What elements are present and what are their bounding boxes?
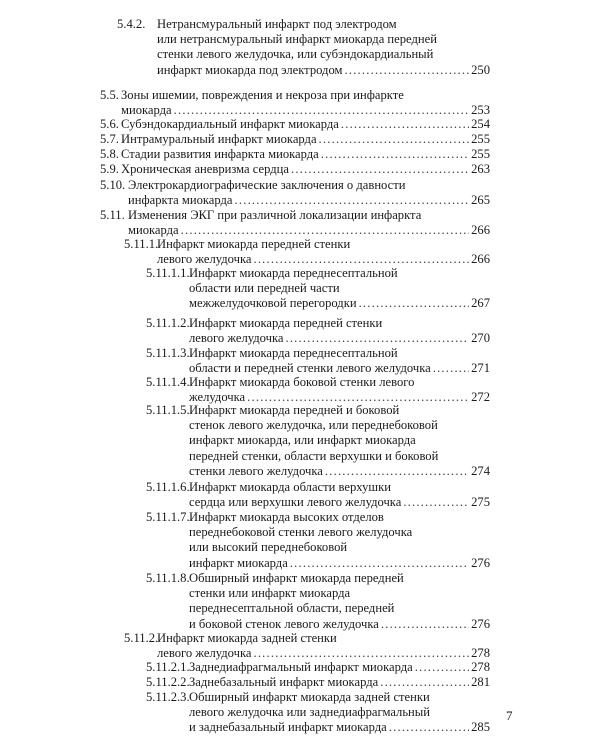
toc-entry-page: 267 bbox=[471, 296, 490, 311]
toc-entry-text: инфаркт миокарда под электродом bbox=[157, 62, 343, 77]
toc-entry-number: 5.10. bbox=[100, 178, 126, 192]
toc-entry-number: 5.11.2. bbox=[124, 631, 159, 645]
toc-entry-page: 263 bbox=[471, 162, 490, 176]
toc-entry-text: Инфаркт миокарда переднесептальной bbox=[189, 266, 398, 280]
toc-entry-text: Инфаркт миокарда переднесептальной bbox=[189, 346, 398, 360]
toc-entry-text: Инфаркт миокарда высоких отделов bbox=[189, 510, 384, 524]
toc-entry-page: 255 bbox=[471, 132, 490, 146]
toc-entry bbox=[100, 178, 490, 210]
leader-dots bbox=[285, 331, 469, 346]
toc-entry-text: или высокий переднебоковой bbox=[189, 540, 348, 555]
toc-entry-text: Хроническая аневризма сердца bbox=[121, 162, 289, 176]
toc-entry-text: Обширный инфаркт миокарда передней bbox=[189, 571, 404, 585]
toc-entry-text: Зоны ишемии, повреждения и некроза при инфаркте bbox=[121, 88, 404, 102]
toc-entry-text: и боковой стенок левого желудочка bbox=[189, 616, 379, 631]
toc-entry-text: Электрокардиографические заключения о давности bbox=[128, 178, 406, 192]
toc-entry-text: левого желудочка bbox=[189, 331, 284, 346]
toc-entry-text: стенки левого желудочка bbox=[189, 463, 323, 478]
toc-entry-page: 270 bbox=[471, 331, 490, 346]
leader-dots bbox=[321, 147, 469, 162]
leader-dots bbox=[345, 63, 470, 78]
toc-entry-page: 272 bbox=[471, 390, 490, 405]
toc-entry bbox=[100, 88, 490, 120]
toc-entry bbox=[100, 147, 490, 163]
toc-entry bbox=[146, 480, 490, 512]
leader-dots bbox=[235, 193, 470, 208]
toc-entry-text: Инфаркт миокарда задней стенки bbox=[157, 631, 337, 645]
toc-entry bbox=[100, 132, 490, 148]
toc-entry-text: Инфаркт миокарда передней и боковой bbox=[189, 403, 400, 417]
toc-entry-page: 285 bbox=[471, 720, 490, 735]
toc-entry-number: 5.11.1.6. bbox=[146, 480, 190, 494]
toc-entry-text: левого желудочка или заднедиафрагмальный bbox=[189, 705, 431, 720]
toc-entry bbox=[100, 117, 490, 133]
toc-entry-number: 5.9. bbox=[100, 162, 119, 176]
toc-entry-number: 5.11.1.8. bbox=[146, 571, 190, 585]
leader-dots bbox=[403, 495, 469, 510]
toc-entry-text: миокарда bbox=[128, 223, 179, 238]
leader-dots bbox=[359, 296, 470, 311]
toc-entry bbox=[146, 266, 490, 314]
toc-entry bbox=[100, 162, 490, 178]
toc-entry-number: 5.11.2.2. bbox=[146, 675, 190, 689]
toc-entry-page: 275 bbox=[471, 495, 490, 510]
toc-entry-number: 5.11.2.1. bbox=[146, 660, 190, 674]
toc-entry-text: инфаркт миокарда, или инфаркт миокарда bbox=[189, 433, 416, 448]
toc-entry-text: сердца или верхушки левого желудочка bbox=[189, 495, 402, 510]
toc-entry-number: 5.11.1. bbox=[124, 237, 159, 251]
leader-dots bbox=[341, 117, 469, 132]
leader-dots bbox=[389, 720, 469, 735]
toc-entry-number: 5.11.1.7. bbox=[146, 510, 190, 524]
toc-entry-text: межжелудочковой перегородки bbox=[189, 296, 357, 311]
toc-entry-number: 5.11.1.3. bbox=[146, 346, 190, 360]
toc-entry bbox=[146, 690, 490, 738]
toc-entry-page: 254 bbox=[471, 117, 490, 131]
toc-entry bbox=[146, 316, 490, 348]
toc-entry-text: или нетрансмуральный инфаркт миокарда передней bbox=[157, 32, 437, 47]
toc-entry-page: 266 bbox=[471, 252, 490, 267]
toc-entry bbox=[124, 631, 490, 663]
toc-entry-page: 276 bbox=[471, 555, 490, 570]
toc-entry-page: 265 bbox=[471, 193, 490, 208]
leader-dots bbox=[290, 556, 469, 571]
toc-entry-text: передней стенки, области верхушки и боковой bbox=[189, 448, 439, 463]
toc-entry-text: Инфаркт миокарда передней стенки bbox=[189, 316, 383, 330]
toc-entry bbox=[146, 346, 490, 378]
toc-entry-page: 250 bbox=[471, 62, 490, 77]
toc-entry-text: Субэндокардиальный инфаркт миокарда bbox=[121, 117, 339, 131]
toc-entry-text: левого желудочка bbox=[157, 646, 252, 661]
toc-entry-number: 5.11. bbox=[100, 208, 125, 222]
toc-entry-page: 276 bbox=[471, 616, 490, 631]
toc-entry-text: левого желудочка bbox=[157, 252, 252, 267]
toc-entry-number: 5.11.2.3. bbox=[146, 690, 190, 704]
toc-entry-text: инфаркта миокарда bbox=[128, 193, 233, 208]
toc-entry-number: 5.6. bbox=[100, 117, 119, 131]
toc-entry-text: Стадии развития инфаркта миокарда bbox=[121, 147, 319, 161]
toc-entry-text: желудочка bbox=[189, 390, 246, 405]
toc-entry-text: Заднедиафрагмальный инфаркт миокарда bbox=[189, 660, 413, 674]
toc-entry-page: 255 bbox=[471, 147, 490, 161]
toc-entry-text: Изменения ЭКГ при различной локализации инфаркта bbox=[128, 208, 422, 222]
toc-entry-number: 5.11.1.5. bbox=[146, 403, 190, 417]
toc-entry-text: Инфаркт миокарда передней стенки bbox=[157, 237, 351, 251]
leader-dots bbox=[380, 675, 469, 690]
leader-dots bbox=[325, 464, 469, 479]
toc-entry-page: 278 bbox=[471, 646, 490, 661]
toc-entry-text: миокарда bbox=[121, 103, 172, 118]
toc-entry-number: 5.8. bbox=[100, 147, 119, 161]
leader-dots bbox=[291, 162, 469, 177]
toc-entry bbox=[146, 660, 490, 676]
toc-entry-text: области и передней стенки левого желудочка bbox=[189, 361, 431, 376]
toc-entry-page: 253 bbox=[471, 103, 490, 118]
toc-entry-text: Инфаркт миокарда области верхушки bbox=[189, 480, 391, 494]
toc-entry bbox=[124, 237, 490, 269]
toc-entry-text: и заднебазальный инфаркт миокарда bbox=[189, 720, 387, 735]
toc-entry-page: 278 bbox=[471, 660, 490, 674]
toc-entry-text: Инфаркт миокарда боковой стенки левого bbox=[189, 375, 415, 389]
toc-entry-text: области или передней части bbox=[189, 281, 340, 296]
toc-entry-text: Обширный инфаркт миокарда задней стенки bbox=[189, 690, 430, 704]
toc-entry bbox=[146, 571, 490, 635]
toc-entry-number: 5.5. bbox=[100, 88, 119, 102]
toc-entry-text: переднесептальной области, передней bbox=[189, 601, 395, 616]
toc-entry-text: Нетрансмуральный инфаркт под электродом bbox=[157, 17, 397, 31]
toc-entry bbox=[100, 208, 490, 240]
toc-entry-text: Интрамуральный инфаркт миокарда bbox=[121, 132, 317, 146]
toc-entry bbox=[117, 17, 490, 81]
toc-entry-number: 5.4.2. bbox=[117, 17, 146, 31]
toc-entry-text: инфаркт миокарда bbox=[189, 555, 288, 570]
toc-entry-number: 5.11.1.2. bbox=[146, 316, 190, 330]
toc-entry bbox=[146, 675, 490, 691]
leader-dots bbox=[415, 660, 469, 675]
toc-entry-text: переднебоковой стенки левого желудочка bbox=[189, 525, 413, 540]
toc-entry-number: 5.7. bbox=[100, 132, 119, 146]
toc-entry-number: 5.11.1.4. bbox=[146, 375, 190, 389]
toc-entry-text: Заднебазальный инфаркт миокарда bbox=[189, 675, 379, 689]
toc-entry-page: 266 bbox=[471, 223, 490, 238]
toc-entry-page: 271 bbox=[471, 361, 490, 376]
toc-entry bbox=[146, 403, 490, 481]
toc-entry-text: стенки левого желудочка, или субэндокардиальный bbox=[157, 47, 434, 62]
toc-entry-number: 5.11.1.1. bbox=[146, 266, 190, 280]
toc-entry-page: 281 bbox=[471, 675, 490, 689]
leader-dots bbox=[381, 617, 469, 632]
leader-dots bbox=[319, 132, 470, 147]
toc-entry bbox=[146, 510, 490, 574]
page-number: 7 bbox=[506, 708, 513, 723]
toc-entry-text: стенок левого желудочка, или переднебоковой bbox=[189, 418, 438, 433]
toc-entry-text: стенки или инфаркт миокарда bbox=[189, 586, 351, 601]
toc-entry-page: 274 bbox=[471, 463, 490, 478]
